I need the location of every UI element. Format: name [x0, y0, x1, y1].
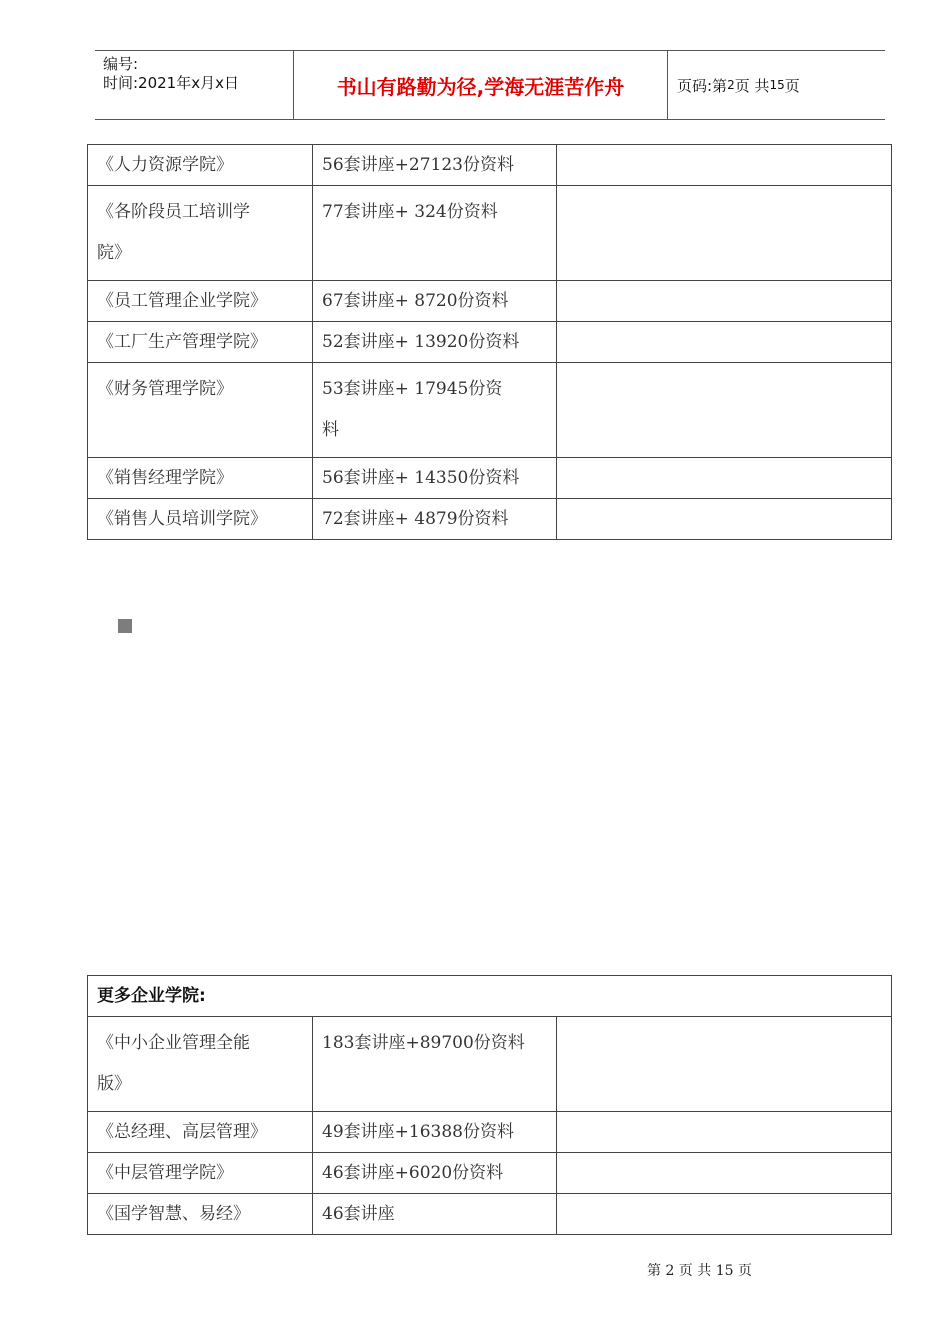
page-footer: 第 2 页 共 15 页 — [647, 1263, 752, 1279]
course-name: 《各阶段员工培训学 院》 — [88, 186, 313, 281]
course-info: 67套讲座+ 8720份资料 — [313, 281, 557, 322]
empty-cell — [557, 1153, 892, 1194]
table-row — [88, 186, 892, 281]
course-info: 77套讲座+ 324份资料 — [313, 186, 557, 281]
course-info: 56套讲座+27123份资料 — [313, 145, 557, 186]
table-row — [88, 145, 892, 186]
course-info: 52套讲座+ 13920份资料 — [313, 322, 557, 363]
empty-cell — [557, 499, 892, 540]
course-info: 46套讲座 — [313, 1194, 557, 1235]
empty-cell — [557, 145, 892, 186]
header-page-total: 15 — [769, 78, 785, 92]
course-info: 46套讲座+6020份资料 — [313, 1153, 557, 1194]
course-name: 《中小企业管理全能 版》 — [88, 1017, 313, 1112]
table-heading: 更多企业学院: — [88, 976, 892, 1017]
table-row — [88, 1017, 892, 1112]
header-divider — [667, 51, 668, 119]
header-meta — [103, 55, 239, 93]
empty-cell — [557, 1112, 892, 1153]
empty-cell — [557, 1194, 892, 1235]
course-name: 《国学智慧、易经》 — [88, 1194, 313, 1235]
table-row — [88, 1153, 892, 1194]
course-table-1 — [87, 144, 892, 540]
table-row — [88, 322, 892, 363]
empty-cell — [557, 281, 892, 322]
header-motto: 书山有路勤为径,学海无涯苦作舟 — [336, 74, 625, 99]
empty-cell — [557, 363, 892, 458]
course-name: 《中层管理学院》 — [88, 1153, 313, 1194]
table-row — [88, 1194, 892, 1235]
header-page-indicator: 页码:第 2 页 共 15 页 — [677, 76, 800, 95]
table-row — [88, 499, 892, 540]
table-row — [88, 458, 892, 499]
header-page-number: 2 — [727, 78, 735, 92]
number-label: 编号: — [103, 55, 139, 73]
course-info: 56套讲座+ 14350份资料 — [313, 458, 557, 499]
course-info: 53套讲座+ 17945份资 料 — [313, 363, 557, 458]
course-name: 《员工管理企业学院》 — [88, 281, 313, 322]
page-header — [95, 50, 885, 120]
empty-cell — [557, 322, 892, 363]
course-name: 《销售人员培训学院》 — [88, 499, 313, 540]
table-row — [88, 1112, 892, 1153]
empty-cell — [557, 1017, 892, 1112]
empty-cell — [557, 458, 892, 499]
course-name: 《销售经理学院》 — [88, 458, 313, 499]
course-info: 49套讲座+16388份资料 — [313, 1112, 557, 1153]
table-row — [88, 281, 892, 322]
course-table-2 — [87, 975, 892, 1235]
course-name: 《工厂生产管理学院》 — [88, 322, 313, 363]
empty-cell — [557, 186, 892, 281]
course-info: 72套讲座+ 4879份资料 — [313, 499, 557, 540]
table-row — [88, 363, 892, 458]
course-info: 183套讲座+89700份资料 — [313, 1017, 557, 1112]
course-name: 《人力资源学院》 — [88, 145, 313, 186]
table-heading-row — [88, 976, 892, 1017]
course-name: 《总经理、高层管理》 — [88, 1112, 313, 1153]
gray-square-icon — [118, 619, 132, 633]
course-name: 《财务管理学院》 — [88, 363, 313, 458]
time-label: 时间:2021年x月x日 — [103, 74, 239, 92]
